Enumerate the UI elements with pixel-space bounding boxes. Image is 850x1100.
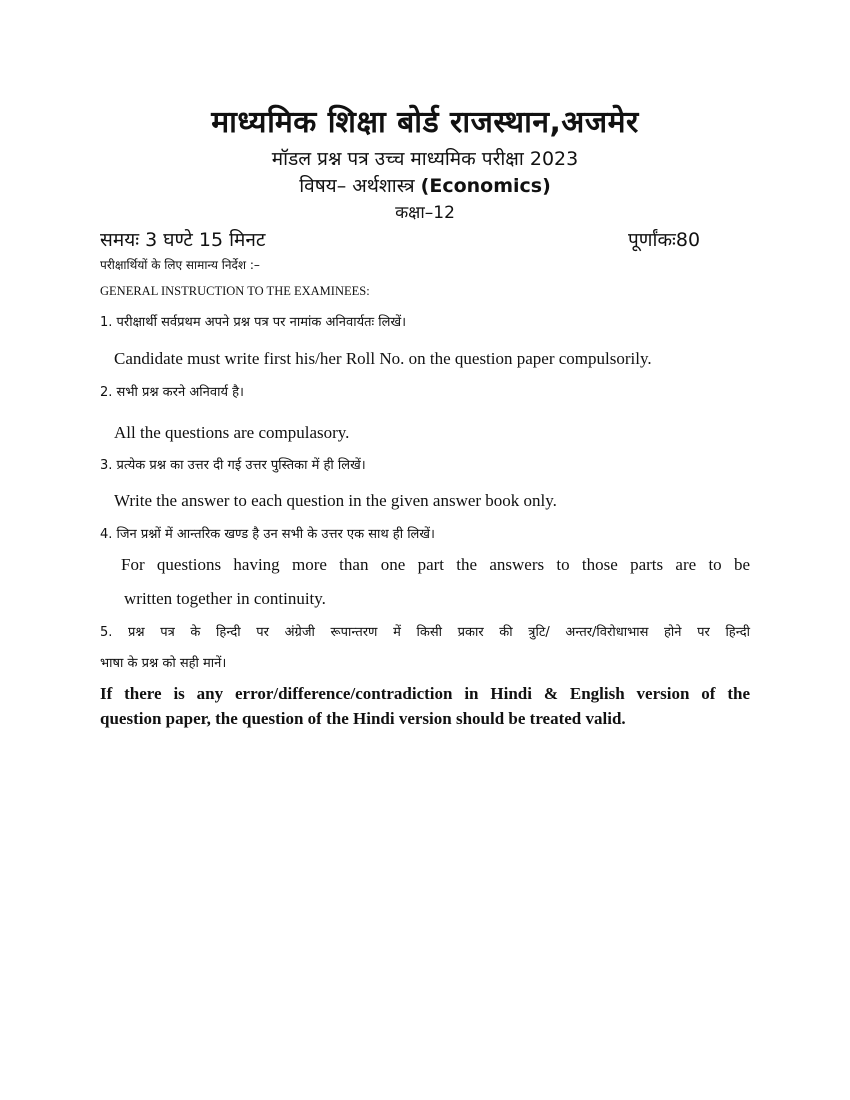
board-title: माध्यमिक शिक्षा बोर्ड राजस्थान,अजमेर <box>211 105 639 140</box>
instructions-heading-hindi: परीक्षार्थियों के लिए सामान्य निर्देश :– <box>100 258 260 272</box>
instruction-5-english-line-1: If there is any error/difference/contradiction in Hindi & English version of the <box>100 684 750 703</box>
maximum-marks: पूर्णांकः80 <box>628 229 701 251</box>
time-allowed: समयः 3 घण्टे 15 मिनट <box>100 229 266 251</box>
class-line: कक्षा–12 <box>395 203 455 223</box>
subject-english: (Economics) <box>420 175 551 197</box>
instruction-4-english-line-2: written together in continuity. <box>124 589 326 608</box>
instructions-heading-english: GENERAL INSTRUCTION TO THE EXAMINEES: <box>100 284 370 298</box>
instruction-4-english-line-1: For questions having more than one part the answers to those parts are to be <box>121 555 750 574</box>
subject-hindi: विषय– अर्थशास्त्र <box>299 175 421 197</box>
instruction-3-english: Write the answer to each question in the given answer book only. <box>114 491 557 510</box>
instruction-1-english: Candidate must write first his/her Roll No. on the question paper compulsorily. <box>114 349 652 368</box>
instruction-2-english: All the questions are compulasory. <box>114 423 350 442</box>
instruction-3-hindi: 3. प्रत्येक प्रश्न का उत्तर दी गई उत्तर पुस्तिका में ही लिखें। <box>100 458 366 473</box>
paper-title: मॉडल प्रश्न पत्र उच्च माध्यमिक परीक्षा 2023 <box>271 148 579 170</box>
instruction-5-english-line-2: question paper, the question of the Hindi version should be treated valid. <box>100 709 626 728</box>
instruction-5-hindi-line-2: भाषा के प्रश्न को सही मानें। <box>100 656 227 671</box>
instruction-1-hindi: 1. परीक्षार्थी सर्वप्रथम अपने प्रश्न पत्र पर नामांक अनिवार्यतः लिखें। <box>100 315 407 330</box>
subject-line <box>0 172 850 198</box>
instruction-2-hindi: 2. सभी प्रश्न करने अनिवार्य है। <box>100 385 244 400</box>
instruction-5-hindi-line-1: 5. प्रश्न पत्र के हिन्दी पर अंग्रेजी रूपान्तरण में किसी प्रकार की त्रुटि/ अन्तर/विरोधाभास होने पर हिन्दी <box>100 625 750 640</box>
instruction-4-hindi: 4. जिन प्रश्नों में आन्तरिक खण्ड है उन सभी के उत्तर एक साथ ही लिखें। <box>100 527 435 542</box>
